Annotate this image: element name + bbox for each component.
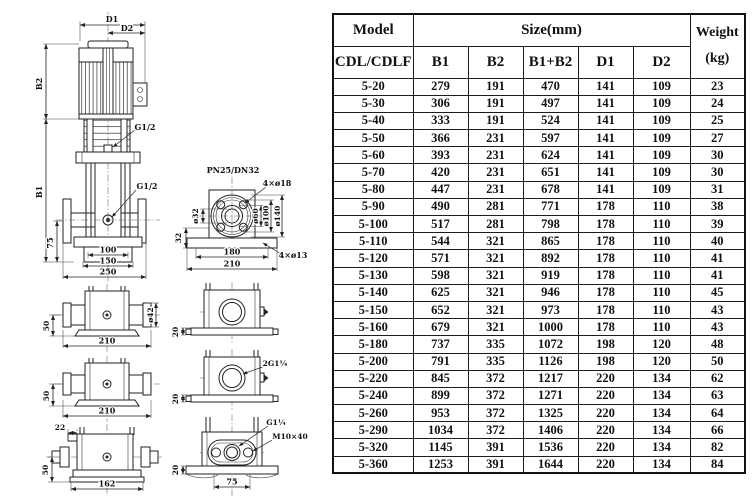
cell-b1-plus-b2: 497 [523, 95, 578, 112]
cell-b2: 372 [468, 370, 523, 387]
cell-b1-plus-b2: 470 [523, 78, 578, 95]
base-side-view-1 [42, 284, 160, 352]
cell-model: 5-30 [333, 95, 413, 112]
cell-b2: 321 [468, 233, 523, 250]
cell-b1-plus-b2: 1536 [523, 439, 578, 456]
cell-weight: 25 [690, 112, 745, 129]
cell-weight: 23 [690, 78, 745, 95]
dim-100-label: 100 [99, 244, 117, 255]
cell-d1: 141 [578, 95, 633, 112]
cell-d2: 109 [633, 181, 690, 198]
table-row [333, 112, 745, 129]
cell-b1: 625 [413, 284, 468, 301]
cell-model: 5-90 [333, 198, 413, 215]
cell-model: 5-220 [333, 370, 413, 387]
cell-b2: 391 [468, 456, 523, 473]
col-header-b2: B2 [468, 46, 523, 78]
cell-b1-plus-b2: 1000 [523, 319, 578, 336]
cell-d1: 178 [578, 198, 633, 215]
cell-weight: 50 [690, 353, 745, 370]
drawing-panel [0, 0, 335, 500]
cell-b1-plus-b2: 597 [523, 130, 578, 147]
cell-model: 5-240 [333, 387, 413, 404]
cell-b2: 231 [468, 147, 523, 164]
cell-d1: 178 [578, 319, 633, 336]
cell-b1: 306 [413, 95, 468, 112]
cell-b1-plus-b2: 1644 [523, 456, 578, 473]
cell-weight: 82 [690, 439, 745, 456]
cell-b2: 281 [468, 216, 523, 233]
cell-d2: 134 [633, 456, 690, 473]
cell-d1: 220 [578, 439, 633, 456]
cell-d2: 110 [633, 198, 690, 215]
flange-spec-label: PN25/DN32 [206, 165, 260, 175]
cell-weight: 48 [690, 336, 745, 353]
cell-b2: 321 [468, 267, 523, 284]
dia-60-label: ø60 [251, 208, 260, 224]
cell-weight: 27 [690, 130, 745, 147]
cell-weight: 41 [690, 250, 745, 267]
dim-180-label: 180 [223, 246, 241, 257]
dim-250-label: 250 [99, 266, 117, 277]
cell-d2: 109 [633, 112, 690, 129]
table-row [333, 147, 745, 164]
cell-b2: 321 [468, 284, 523, 301]
cell-d2: 110 [633, 284, 690, 301]
table-row [333, 78, 745, 95]
cell-d1: 220 [578, 387, 633, 404]
cell-d2: 134 [633, 422, 690, 439]
cell-d1: 178 [578, 284, 633, 301]
cell-d2: 120 [633, 353, 690, 370]
table-row [333, 319, 745, 336]
col-header-size-group: Size(mm) [413, 14, 690, 46]
cell-b1: 679 [413, 319, 468, 336]
cell-weight: 43 [690, 301, 745, 318]
table-row [333, 164, 745, 181]
dim-50a-label: 50 [42, 320, 51, 332]
table-row [333, 267, 745, 284]
cell-model: 5-150 [333, 301, 413, 318]
dia-140-label: ø140 [273, 205, 282, 227]
cell-model: 5-290 [333, 422, 413, 439]
cell-weight: 40 [690, 233, 745, 250]
cell-b2: 321 [468, 301, 523, 318]
cell-b1-plus-b2: 1325 [523, 405, 578, 422]
cell-d2: 134 [633, 370, 690, 387]
cell-weight: 39 [690, 216, 745, 233]
table-row [333, 250, 745, 267]
cell-d2: 110 [633, 216, 690, 233]
cell-b2: 231 [468, 130, 523, 147]
port-end-view-3 [171, 414, 308, 496]
cell-d1: 141 [578, 78, 633, 95]
cell-d2: 109 [633, 164, 690, 181]
cell-model: 5-260 [333, 405, 413, 422]
dim-162-label: 162 [98, 478, 116, 489]
col-header-b1b2: B1+B2 [523, 46, 578, 78]
cell-weight: 30 [690, 147, 745, 164]
dim-22-label: 22 [54, 423, 66, 432]
dim-50b-label: 50 [42, 390, 51, 402]
cell-b1: 393 [413, 147, 468, 164]
cell-b2: 391 [468, 439, 523, 456]
cell-b2: 321 [468, 319, 523, 336]
cell-d1: 198 [578, 353, 633, 370]
dim-210-flange-label: 210 [223, 258, 241, 269]
dim-20a-label: 20 [171, 326, 180, 338]
cell-b1: 1034 [413, 422, 468, 439]
table-row [333, 370, 745, 387]
cell-model: 5-360 [333, 456, 413, 473]
cell-model: 5-160 [333, 319, 413, 336]
cell-b1-plus-b2: 678 [523, 181, 578, 198]
cell-weight: 63 [690, 387, 745, 404]
weight-label-line1: Weight [695, 24, 739, 40]
cell-weight: 24 [690, 95, 745, 112]
cell-d2: 110 [633, 319, 690, 336]
base-side-view-3 [41, 423, 162, 496]
cell-b2: 231 [468, 181, 523, 198]
cell-d2: 110 [633, 301, 690, 318]
cell-d1: 141 [578, 112, 633, 129]
stud-m10x40-label: M10×40 [272, 432, 308, 441]
table-row [333, 439, 745, 456]
cell-d2: 120 [633, 336, 690, 353]
col-header-model: Model [333, 14, 413, 46]
cell-weight: 66 [690, 422, 745, 439]
cell-b1-plus-b2: 771 [523, 198, 578, 215]
dim-210b-label: 210 [98, 405, 116, 416]
cell-b1: 598 [413, 267, 468, 284]
cell-model: 5-180 [333, 336, 413, 353]
cell-b1: 366 [413, 130, 468, 147]
cell-d1: 220 [578, 422, 633, 439]
cell-b1: 845 [413, 370, 468, 387]
col-header-model-sub: CDL/CDLF [333, 46, 413, 78]
cell-b1-plus-b2: 624 [523, 147, 578, 164]
cell-b2: 372 [468, 422, 523, 439]
cell-weight: 43 [690, 319, 745, 336]
dia-42-label: ø42 [146, 307, 155, 323]
cell-b2: 281 [468, 198, 523, 215]
table-row [333, 181, 745, 198]
table-row [333, 301, 745, 318]
dim-b2-label: B2 [34, 77, 44, 91]
terminal-box [133, 83, 147, 106]
table-row [333, 387, 745, 404]
cell-b2: 335 [468, 336, 523, 353]
table-row [333, 456, 745, 473]
cell-d1: 141 [578, 181, 633, 198]
cell-b1-plus-b2: 1271 [523, 387, 578, 404]
dim-150-label: 150 [99, 255, 117, 266]
table-row [333, 95, 745, 112]
table-row [333, 216, 745, 233]
cell-b1-plus-b2: 973 [523, 301, 578, 318]
cell-model: 5-320 [333, 439, 413, 456]
dim-75b-label: 75 [226, 476, 238, 487]
cell-model: 5-200 [333, 353, 413, 370]
cell-b1: 420 [413, 164, 468, 181]
table-row [333, 353, 745, 370]
cell-model: 5-130 [333, 267, 413, 284]
cell-d2: 134 [633, 405, 690, 422]
cell-d1: 178 [578, 267, 633, 284]
cell-b2: 191 [468, 78, 523, 95]
col-header-b1: B1 [413, 46, 468, 78]
cell-b1-plus-b2: 1072 [523, 336, 578, 353]
cell-d1: 178 [578, 216, 633, 233]
cell-b1: 652 [413, 301, 468, 318]
spec-table [332, 13, 746, 474]
cell-b2: 372 [468, 387, 523, 404]
table-row [333, 405, 745, 422]
spec-table-header [333, 14, 745, 78]
col-header-d2: D2 [633, 46, 690, 78]
base-side-view-2 [42, 356, 160, 422]
cell-model: 5-140 [333, 284, 413, 301]
cell-model: 5-70 [333, 164, 413, 181]
table-row [333, 198, 745, 215]
table-row [333, 422, 745, 439]
cell-weight: 64 [690, 405, 745, 422]
cell-b1-plus-b2: 892 [523, 250, 578, 267]
cell-b1: 1253 [413, 456, 468, 473]
cell-b1: 544 [413, 233, 468, 250]
cell-b1-plus-b2: 919 [523, 267, 578, 284]
thread-2g114-label: 2G1¼ [262, 359, 288, 368]
cell-d1: 141 [578, 130, 633, 147]
base-bolt-holes-label: 4×ø13 [278, 250, 308, 260]
cell-b1: 791 [413, 353, 468, 370]
cell-d1: 178 [578, 233, 633, 250]
flange-bolt-holes-label: 4×ø18 [262, 178, 292, 188]
cell-b2: 191 [468, 95, 523, 112]
table-row [333, 336, 745, 353]
cell-model: 5-50 [333, 130, 413, 147]
cell-d1: 141 [578, 147, 633, 164]
dim-d2-label: D2 [120, 23, 134, 33]
cell-b1: 571 [413, 250, 468, 267]
cell-b1: 447 [413, 181, 468, 198]
cell-weight: 45 [690, 284, 745, 301]
cell-d2: 110 [633, 250, 690, 267]
dim-20b-label: 20 [171, 393, 180, 405]
cell-d1: 220 [578, 456, 633, 473]
port-end-view-1 [171, 282, 278, 344]
table-row [333, 130, 745, 147]
col-header-d1: D1 [578, 46, 633, 78]
port-end-view-2 [171, 349, 288, 410]
cell-weight: 84 [690, 456, 745, 473]
dim-32-label: 32 [174, 232, 183, 244]
cell-d1: 178 [578, 250, 633, 267]
pump-dimension-drawing [0, 0, 335, 500]
cell-d2: 110 [633, 233, 690, 250]
cell-b2: 231 [468, 164, 523, 181]
plug-g12-lower-label: G1/2 [136, 181, 158, 191]
cell-d2: 134 [633, 439, 690, 456]
cell-model: 5-120 [333, 250, 413, 267]
dim-20c-label: 20 [171, 464, 180, 476]
cell-d1: 220 [578, 405, 633, 422]
cell-d1: 198 [578, 336, 633, 353]
cell-b1-plus-b2: 1406 [523, 422, 578, 439]
table-row [333, 284, 745, 301]
cell-d2: 134 [633, 387, 690, 404]
table-row [333, 233, 745, 250]
cell-d2: 109 [633, 78, 690, 95]
cell-b2: 321 [468, 250, 523, 267]
dim-50c-label: 50 [41, 464, 50, 476]
cell-b1: 1145 [413, 439, 468, 456]
dia-100-label: ø100 [261, 205, 271, 227]
col-header-weight [690, 14, 745, 78]
cell-weight: 62 [690, 370, 745, 387]
cell-model: 5-60 [333, 147, 413, 164]
cell-model: 5-20 [333, 78, 413, 95]
dim-d1-label: D1 [105, 14, 119, 24]
cell-d2: 109 [633, 95, 690, 112]
cell-b1: 517 [413, 216, 468, 233]
thread-g114-label: G1¼ [266, 418, 286, 427]
cell-b1: 899 [413, 387, 468, 404]
cell-model: 5-80 [333, 181, 413, 198]
cell-d2: 110 [633, 267, 690, 284]
cell-b1-plus-b2: 946 [523, 284, 578, 301]
cell-b1: 333 [413, 112, 468, 129]
cell-d1: 220 [578, 370, 633, 387]
dim-b1-label: B1 [34, 185, 44, 199]
cell-b1: 279 [413, 78, 468, 95]
cell-d2: 109 [633, 147, 690, 164]
cell-b1: 490 [413, 198, 468, 215]
cell-b2: 191 [468, 112, 523, 129]
dim-210a-label: 210 [98, 335, 116, 346]
dim-75-label: 75 [45, 237, 55, 249]
cell-weight: 30 [690, 164, 745, 181]
pump-front-view [34, 12, 160, 282]
cell-b1-plus-b2: 1217 [523, 370, 578, 387]
cell-model: 5-40 [333, 112, 413, 129]
plug-g12-upper-label: G1/2 [134, 122, 156, 132]
cell-b1-plus-b2: 798 [523, 216, 578, 233]
cell-b2: 372 [468, 405, 523, 422]
spec-table-body [333, 78, 745, 473]
cell-model: 5-110 [333, 233, 413, 250]
suction-flange-top-view [174, 165, 308, 271]
cell-d1: 178 [578, 301, 633, 318]
dia-32-label: ø32 [191, 208, 200, 224]
cell-b1: 953 [413, 405, 468, 422]
cell-weight: 41 [690, 267, 745, 284]
cell-b1-plus-b2: 865 [523, 233, 578, 250]
cell-b2: 335 [468, 353, 523, 370]
cell-model: 5-100 [333, 216, 413, 233]
cell-b1-plus-b2: 1126 [523, 353, 578, 370]
cell-b1-plus-b2: 524 [523, 112, 578, 129]
cell-b1-plus-b2: 651 [523, 164, 578, 181]
cell-weight: 38 [690, 198, 745, 215]
cell-b1: 737 [413, 336, 468, 353]
cell-d1: 141 [578, 164, 633, 181]
cell-d2: 109 [633, 130, 690, 147]
cell-weight: 31 [690, 181, 745, 198]
weight-label-line2: (kg) [705, 51, 730, 67]
